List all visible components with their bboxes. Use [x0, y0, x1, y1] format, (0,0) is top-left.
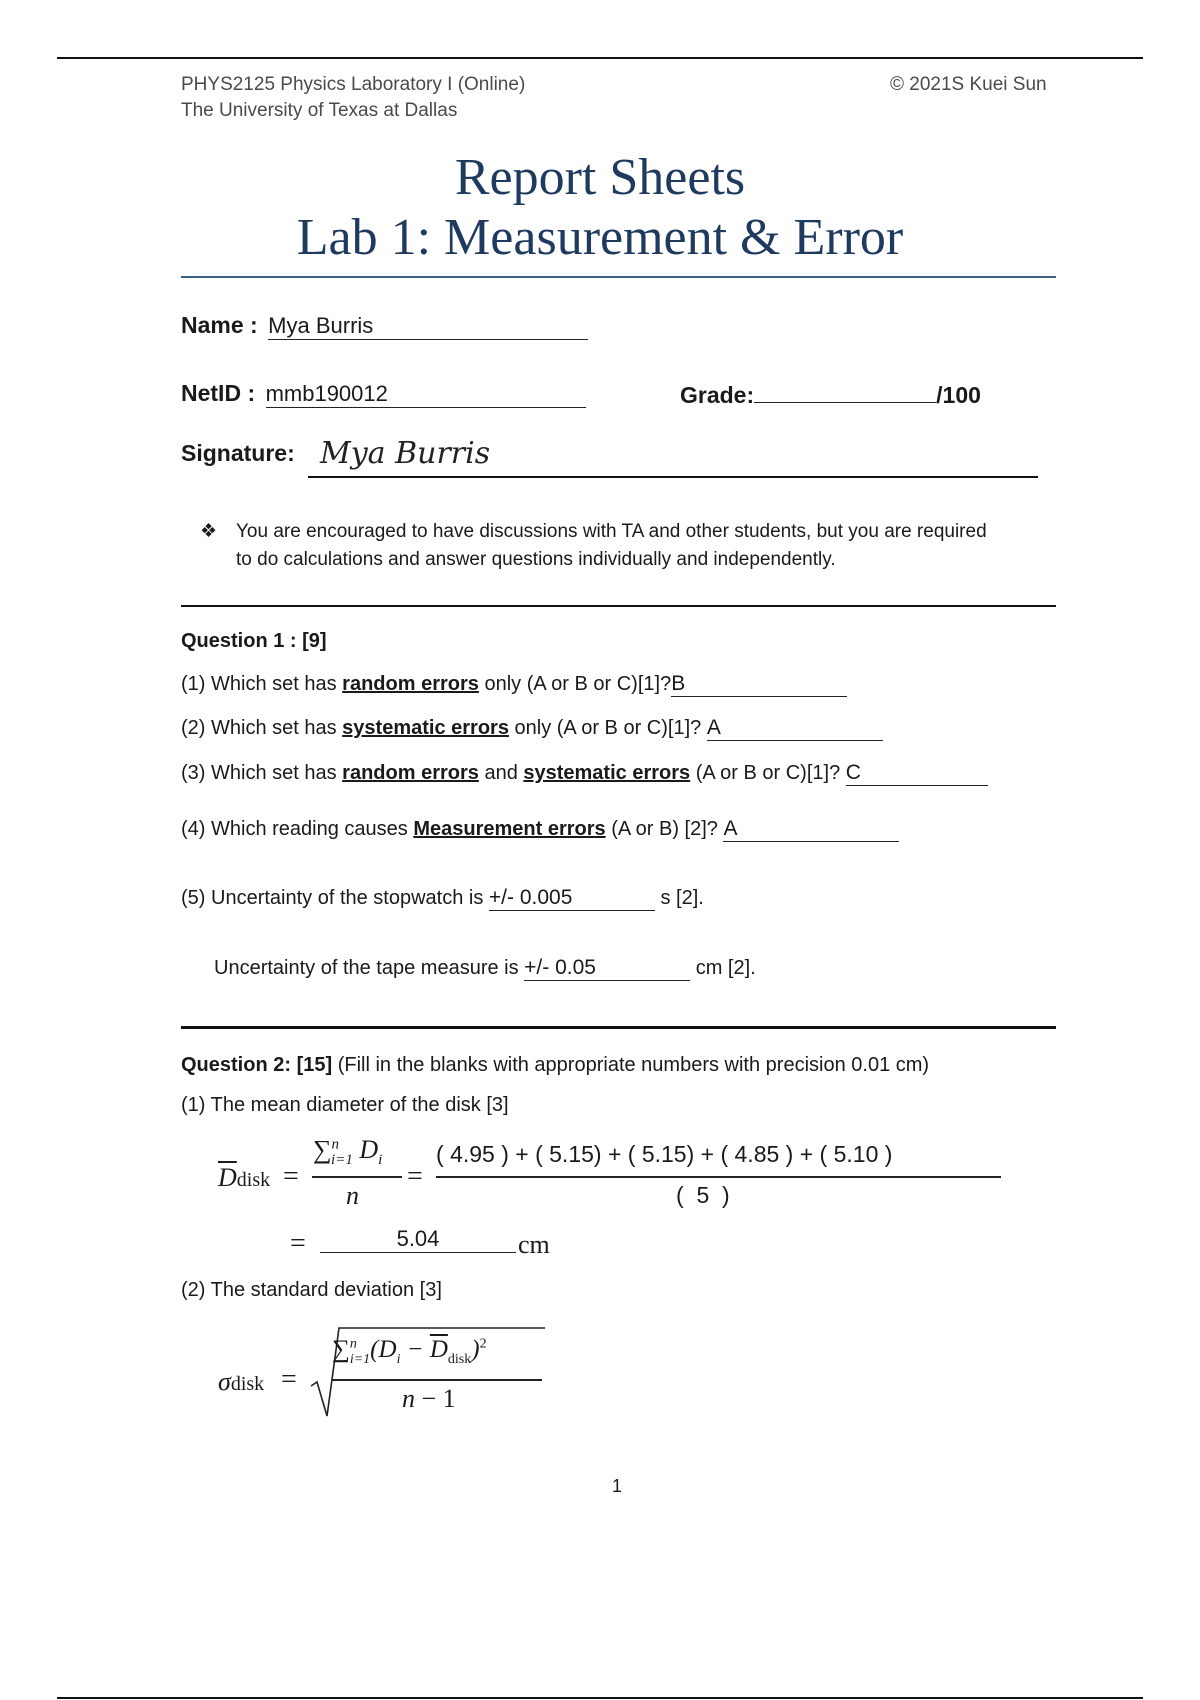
signature-value[interactable]: Mya Burris: [320, 436, 491, 471]
stddev-numerator: $\sum^n_{i=1}(D_i - \overline{D}_{disk})^2$: [332, 1336, 487, 1367]
note-bullet-icon: ❖: [200, 521, 218, 542]
university-name: The University of Texas at Dallas: [181, 100, 458, 121]
netid-field[interactable]: mmb190012: [266, 381, 586, 408]
mean-symbol: $\overline{D}disk$: [218, 1163, 271, 1192]
sum-denominator: n: [346, 1181, 359, 1210]
q1-title: Question 1 : [9]: [181, 630, 327, 652]
q1-item-4: (4) Which reading causes Measurement errors (A or B) [2]? A: [181, 817, 899, 842]
q2-part2: (2) The standard deviation [3]: [181, 1279, 442, 1301]
fraction-bar-1: [312, 1176, 402, 1178]
signature-line: [308, 476, 1038, 478]
equals-sign-4: =: [281, 1364, 297, 1395]
copyright: © 2021S Kuei Sun: [890, 74, 1047, 95]
count-n[interactable]: 5: [696, 1182, 710, 1208]
name-row: [181, 312, 588, 340]
q1-answer-1[interactable]: B: [671, 672, 847, 697]
fraction-bar-2: [436, 1176, 1001, 1178]
q1-item-3: (3) Which set has random errors and systematic errors (A or B or C)[1]? C: [181, 761, 988, 786]
equals-sign-1: =: [283, 1161, 299, 1192]
q1-answer-2[interactable]: A: [707, 716, 883, 741]
value-1[interactable]: 4.95: [450, 1141, 495, 1167]
sum-numerator: ∑$^n_{i=1}$ $D_i$: [313, 1135, 383, 1169]
value-3[interactable]: 5.15: [641, 1141, 687, 1167]
value-4[interactable]: 4.85: [734, 1141, 780, 1167]
value-5[interactable]: 5.10: [833, 1141, 879, 1167]
note-line1: You are encouraged to have discussions with TA and other students, but you are required: [236, 521, 987, 542]
grade-total: /100: [936, 382, 981, 408]
q1-answer-4[interactable]: A: [723, 817, 899, 842]
note-line2: to do calculations and answer questions individually and independently.: [236, 549, 836, 570]
netid-row: [181, 380, 586, 408]
sigma-symbol: σdisk: [218, 1367, 265, 1396]
tape-uncertainty-field[interactable]: +/- 0.05: [524, 956, 690, 981]
value-2[interactable]: 5.15: [549, 1141, 594, 1167]
name-label: Name :: [181, 312, 258, 338]
name-field[interactable]: Mya Burris: [268, 313, 588, 340]
title-line2: Lab 1: Measurement & Error: [296, 209, 904, 266]
mean-result: 5.04: [396, 1226, 440, 1251]
q1-answer-3[interactable]: C: [846, 761, 988, 786]
section-rule-1: [181, 605, 1056, 607]
grade-field[interactable]: [754, 380, 936, 403]
mean-unit: cm: [518, 1230, 550, 1259]
q2-title: Question 2: [15] (Fill in the blanks with appropriate numbers with precision 0.01 cm): [181, 1054, 930, 1076]
fraction-bar-3: [332, 1379, 542, 1381]
signature-row: [181, 440, 295, 467]
title-rule: [181, 276, 1056, 278]
top-rule: [57, 57, 1143, 59]
stopwatch-uncertainty-field[interactable]: +/- 0.005: [489, 886, 655, 911]
equals-sign-2: =: [407, 1161, 423, 1192]
signature-label: Signature:: [181, 440, 295, 466]
q1-item-6: Uncertainty of the tape measure is +/- 0.05 cm [2].: [214, 956, 756, 979]
values-denominator: ( 5 ): [676, 1182, 730, 1208]
netid-label: NetID :: [181, 380, 256, 406]
stddev-denominator: n − 1: [402, 1384, 456, 1413]
mean-result-field[interactable]: [320, 1226, 516, 1253]
course-name: PHYS2125 Physics Laboratory I (Online): [181, 74, 526, 95]
page-number: 1: [612, 1476, 623, 1496]
q2-part1: (1) The mean diameter of the disk [3]: [181, 1094, 509, 1116]
title-line1: Report Sheets: [454, 149, 746, 206]
q1-item-2: (2) Which set has systematic errors only (A or B or C)[1]? A: [181, 716, 883, 741]
equals-sign-3: =: [290, 1228, 306, 1259]
q1-item-5: (5) Uncertainty of the stopwatch is +/- 0.005 s [2].: [181, 886, 704, 909]
values-numerator: ( 4.95 ) + ( 5.15) + ( 5.15) + ( 4.85 ) + ( 5.10 ): [436, 1141, 893, 1167]
grade-label: Grade:: [680, 382, 755, 408]
bottom-rule: [57, 1697, 1143, 1699]
section-rule-2: [181, 1026, 1056, 1029]
q1-item-1: (1) Which set has random errors only (A or B or C)[1]?B: [181, 672, 847, 697]
grade-row: [680, 380, 981, 409]
